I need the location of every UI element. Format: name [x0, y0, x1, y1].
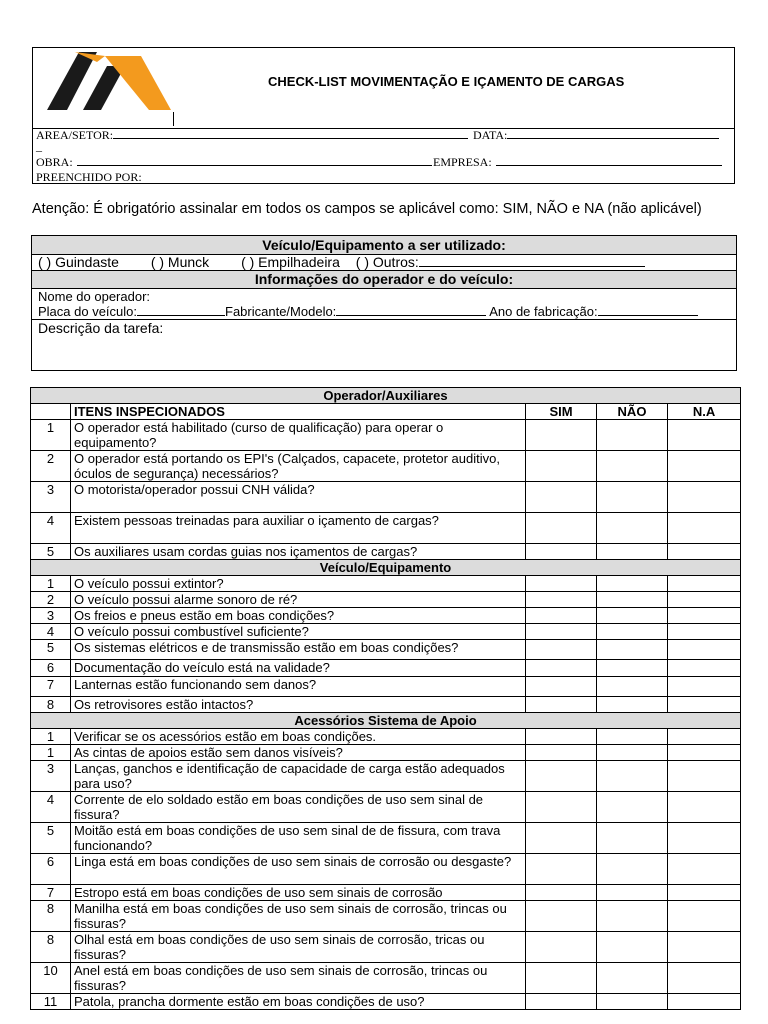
answer-nao-cell[interactable]	[597, 729, 668, 745]
item-number: 3	[31, 482, 71, 513]
item-text: Os retrovisores estão intactos?	[71, 697, 526, 713]
item-text: Existem pessoas treinadas para auxiliar o içamento de cargas?	[71, 513, 526, 544]
logo-divider	[173, 112, 174, 126]
answer-na-cell[interactable]	[668, 451, 741, 482]
answer-na-cell[interactable]	[668, 854, 741, 885]
answer-nao-cell[interactable]	[597, 885, 668, 901]
answer-na-cell[interactable]	[668, 592, 741, 608]
answer-sim-cell[interactable]	[526, 854, 597, 885]
item-text: Os freios e pneus estão em boas condições?	[71, 608, 526, 624]
answer-nao-cell[interactable]	[597, 576, 668, 592]
item-text: Anel está em boas condições de uso sem sinais de corrosão, trincas ou fissuras?	[71, 963, 526, 994]
item-text: O operador está habilitado (curso de qualificação) para operar o equipamento?	[71, 420, 526, 451]
answer-sim-cell[interactable]	[526, 963, 597, 994]
answer-nao-cell[interactable]	[597, 963, 668, 994]
answer-nao-cell[interactable]	[597, 932, 668, 963]
answer-na-cell[interactable]	[668, 513, 741, 544]
answer-na-cell[interactable]	[668, 697, 741, 713]
table-row	[31, 745, 741, 761]
area-setor-label: AREA/SETOR:	[36, 128, 114, 142]
empresa-field[interactable]	[433, 155, 722, 170]
table-row	[31, 482, 741, 513]
answer-sim-cell[interactable]	[526, 823, 597, 854]
item-text: O veículo possui combustível suficiente?	[71, 624, 526, 640]
item-number: 6	[31, 660, 71, 677]
option-empilhadeira[interactable]: ( ) Empilhadeira	[241, 254, 340, 270]
ano-label: Ano de fabricação:	[489, 304, 598, 319]
answer-sim-cell[interactable]	[526, 451, 597, 482]
answer-sim-cell[interactable]	[526, 660, 597, 677]
item-number: 6	[31, 854, 71, 885]
answer-sim-cell[interactable]	[526, 624, 597, 640]
answer-nao-cell[interactable]	[597, 854, 668, 885]
answer-nao-cell[interactable]	[597, 677, 668, 697]
operator-heading: Informações do operador e do veículo:	[32, 271, 736, 288]
item-text: O veículo possui alarme sonoro de ré?	[71, 592, 526, 608]
answer-na-cell[interactable]	[668, 994, 741, 1010]
answer-nao-cell[interactable]	[597, 745, 668, 761]
item-text: Linga está em boas condições de uso sem sinais de corrosão ou desgaste?	[71, 854, 526, 885]
answer-nao-cell[interactable]	[597, 660, 668, 677]
section-title: Veículo/Equipamento	[31, 560, 741, 576]
item-number: 10	[31, 963, 71, 994]
column-header-row	[31, 404, 741, 420]
item-text: O veículo possui extintor?	[71, 576, 526, 592]
item-text: Documentação do veículo está na validade?	[71, 660, 526, 677]
inspection-table	[30, 387, 741, 1010]
item-text: O motorista/operador possui CNH válida?	[71, 482, 526, 513]
item-number: 1	[31, 420, 71, 451]
ano-line[interactable]	[598, 305, 698, 316]
answer-nao-cell[interactable]	[597, 640, 668, 660]
item-number: 3	[31, 761, 71, 792]
obra-field[interactable]	[36, 155, 432, 170]
answer-nao-cell[interactable]	[597, 482, 668, 513]
table-row	[31, 544, 741, 560]
item-number: 8	[31, 697, 71, 713]
area-setor-field[interactable]	[36, 128, 468, 143]
item-text: Lanternas estão funcionando sem danos?	[71, 677, 526, 697]
answer-nao-cell[interactable]	[597, 761, 668, 792]
placa-label: Placa do veículo:	[38, 304, 138, 319]
table-row	[31, 885, 741, 901]
form-header	[32, 47, 735, 184]
item-number: 3	[31, 608, 71, 624]
section-title: Acessórios Sistema de Apoio	[31, 713, 741, 729]
notice-text: Atenção: É obrigatório assinalar em todos os campos se aplicável como: SIM, NÃO e NA (não aplicável)	[32, 201, 702, 217]
item-number: 11	[31, 994, 71, 1010]
item-number: 7	[31, 885, 71, 901]
answer-sim-cell[interactable]	[526, 761, 597, 792]
answer-nao-cell[interactable]	[597, 823, 668, 854]
item-text: Patola, prancha dormente estão em boas condições de uso?	[71, 994, 526, 1010]
vehicle-details-row	[38, 304, 698, 319]
answer-na-cell[interactable]	[668, 963, 741, 994]
answer-sim-cell[interactable]	[526, 482, 597, 513]
item-text: Moitão está em boas condições de uso sem sinal de de fissura, com trava funcionando?	[71, 823, 526, 854]
item-text: Os auxiliares usam cordas guias nos içamentos de cargas?	[71, 544, 526, 560]
answer-nao-cell[interactable]	[597, 697, 668, 713]
fabricante-label: Fabricante/Modelo:	[225, 304, 337, 319]
table-row	[31, 576, 741, 592]
answer-sim-cell[interactable]	[526, 994, 597, 1010]
column-header-sim: SIM	[526, 404, 597, 420]
answer-na-cell[interactable]	[668, 885, 741, 901]
section-header	[31, 388, 741, 404]
answer-sim-cell[interactable]	[526, 513, 597, 544]
item-number: 2	[31, 592, 71, 608]
table-row	[31, 624, 741, 640]
answer-sim-cell[interactable]	[526, 932, 597, 963]
column-header-item: ITENS INSPECIONADOS	[71, 404, 526, 420]
answer-na-cell[interactable]	[668, 544, 741, 560]
fabricante-line[interactable]	[336, 305, 486, 316]
obra-line	[77, 155, 432, 166]
option-guindaste[interactable]: ( ) Guindaste	[38, 254, 119, 270]
section-header	[31, 713, 741, 729]
item-number: 1	[31, 729, 71, 745]
answer-sim-cell[interactable]	[526, 677, 597, 697]
outros-line	[419, 254, 645, 267]
form-title: CHECK-LIST MOVIMENTAÇÃO E IÇAMENTO DE CARGAS	[268, 74, 625, 89]
empresa-line	[496, 155, 722, 166]
preenchido-por-label: PREENCHIDO POR:	[36, 170, 142, 184]
item-number: 1	[31, 576, 71, 592]
answer-sim-cell[interactable]	[526, 697, 597, 713]
answer-nao-cell[interactable]	[597, 901, 668, 932]
answer-na-cell[interactable]	[668, 624, 741, 640]
item-number: 5	[31, 823, 71, 854]
table-row	[31, 677, 741, 697]
vehicle-options	[38, 254, 645, 270]
table-row	[31, 963, 741, 994]
table-row	[31, 729, 741, 745]
answer-sim-cell[interactable]	[526, 576, 597, 592]
answer-na-cell[interactable]	[668, 576, 741, 592]
table-row	[31, 451, 741, 482]
answer-sim-cell[interactable]	[526, 544, 597, 560]
item-text: Estropo está em boas condições de uso sem sinais de corrosão	[71, 885, 526, 901]
answer-na-cell[interactable]	[668, 660, 741, 677]
answer-na-cell[interactable]	[668, 640, 741, 660]
answer-na-cell[interactable]	[668, 420, 741, 451]
table-row	[31, 932, 741, 963]
area-setor-line	[113, 128, 468, 139]
item-text: Olhal está em boas condições de uso sem sinais de corrosão, tricas ou fissuras?	[71, 932, 526, 963]
answer-nao-cell[interactable]	[597, 792, 668, 823]
operator-name-field[interactable]: Nome do operador:	[38, 289, 151, 304]
answer-sim-cell[interactable]	[526, 592, 597, 608]
data-label: DATA:	[473, 128, 508, 142]
answer-sim-cell[interactable]	[526, 640, 597, 660]
answer-nao-cell[interactable]	[597, 994, 668, 1010]
column-header-number	[31, 404, 71, 420]
answer-nao-cell[interactable]	[597, 608, 668, 624]
answer-na-cell[interactable]	[668, 792, 741, 823]
answer-sim-cell[interactable]	[526, 745, 597, 761]
section-header	[31, 560, 741, 576]
data-line	[507, 128, 719, 139]
table-row	[31, 608, 741, 624]
table-row	[31, 660, 741, 677]
answer-na-cell[interactable]	[668, 677, 741, 697]
item-text: Os sistemas elétricos e de transmissão estão em boas condições?	[71, 640, 526, 660]
item-number: 8	[31, 901, 71, 932]
answer-na-cell[interactable]	[668, 823, 741, 854]
answer-na-cell[interactable]	[668, 729, 741, 745]
table-row	[31, 640, 741, 660]
table-row	[31, 994, 741, 1010]
answer-na-cell[interactable]	[668, 901, 741, 932]
table-row	[31, 513, 741, 544]
data-field[interactable]	[473, 128, 719, 143]
table-row	[31, 854, 741, 885]
section-title: Operador/Auxiliares	[31, 388, 741, 404]
answer-na-cell[interactable]	[668, 482, 741, 513]
table-row	[31, 792, 741, 823]
item-number: 5	[31, 640, 71, 660]
answer-na-cell[interactable]	[668, 608, 741, 624]
column-header-na: N.A	[668, 404, 741, 420]
item-number: 4	[31, 792, 71, 823]
column-header-nao: NÃO	[597, 404, 668, 420]
answer-sim-cell[interactable]	[526, 885, 597, 901]
company-logo	[45, 48, 175, 114]
vehicle-heading: Veículo/Equipamento a ser utilizado:	[32, 236, 736, 254]
answer-nao-cell[interactable]	[597, 451, 668, 482]
dash-mark: _	[36, 139, 42, 153]
answer-na-cell[interactable]	[668, 932, 741, 963]
obra-label: OBRA:	[36, 155, 73, 169]
table-row	[31, 420, 741, 451]
placa-line[interactable]	[137, 305, 225, 316]
item-number: 2	[31, 451, 71, 482]
item-text: Verificar se os acessórios estão em boas condições.	[71, 729, 526, 745]
table-row	[31, 823, 741, 854]
answer-na-cell[interactable]	[668, 761, 741, 792]
option-munck[interactable]: ( ) Munck	[150, 254, 210, 270]
table-row	[31, 592, 741, 608]
answer-sim-cell[interactable]	[526, 608, 597, 624]
table-row	[31, 761, 741, 792]
item-number: 7	[31, 677, 71, 697]
item-number: 4	[31, 624, 71, 640]
item-text: Lanças, ganchos e identificação de capacidade de carga estão adequados para uso?	[71, 761, 526, 792]
table-row	[31, 697, 741, 713]
task-description-field[interactable]: Descrição da tarefa:	[38, 320, 164, 336]
item-number: 8	[31, 932, 71, 963]
item-number: 4	[31, 513, 71, 544]
table-row	[31, 901, 741, 932]
answer-nao-cell[interactable]	[597, 624, 668, 640]
answer-nao-cell[interactable]	[597, 513, 668, 544]
vehicle-operator-box	[31, 235, 737, 371]
item-text: O operador está portando os EPI's (Calçados, capacete, protetor auditivo, óculos de segurança) necessários?	[71, 451, 526, 482]
item-number: 1	[31, 745, 71, 761]
option-outros[interactable]: ( ) Outros:	[355, 254, 419, 270]
empresa-label: EMPRESA:	[433, 155, 492, 169]
answer-nao-cell[interactable]	[597, 420, 668, 451]
answer-sim-cell[interactable]	[526, 901, 597, 932]
answer-sim-cell[interactable]	[526, 729, 597, 745]
answer-nao-cell[interactable]	[597, 592, 668, 608]
answer-sim-cell[interactable]	[526, 792, 597, 823]
item-text: Manilha está em boas condições de uso sem sinais de corrosão, trincas ou fissuras?	[71, 901, 526, 932]
item-text: As cintas de apoios estão sem danos visíveis?	[71, 745, 526, 761]
answer-na-cell[interactable]	[668, 745, 741, 761]
item-number: 5	[31, 544, 71, 560]
item-text: Corrente de elo soldado estão em boas condições de uso sem sinal de fissura?	[71, 792, 526, 823]
answer-nao-cell[interactable]	[597, 544, 668, 560]
preenchido-por-field[interactable]	[36, 170, 142, 185]
answer-sim-cell[interactable]	[526, 420, 597, 451]
